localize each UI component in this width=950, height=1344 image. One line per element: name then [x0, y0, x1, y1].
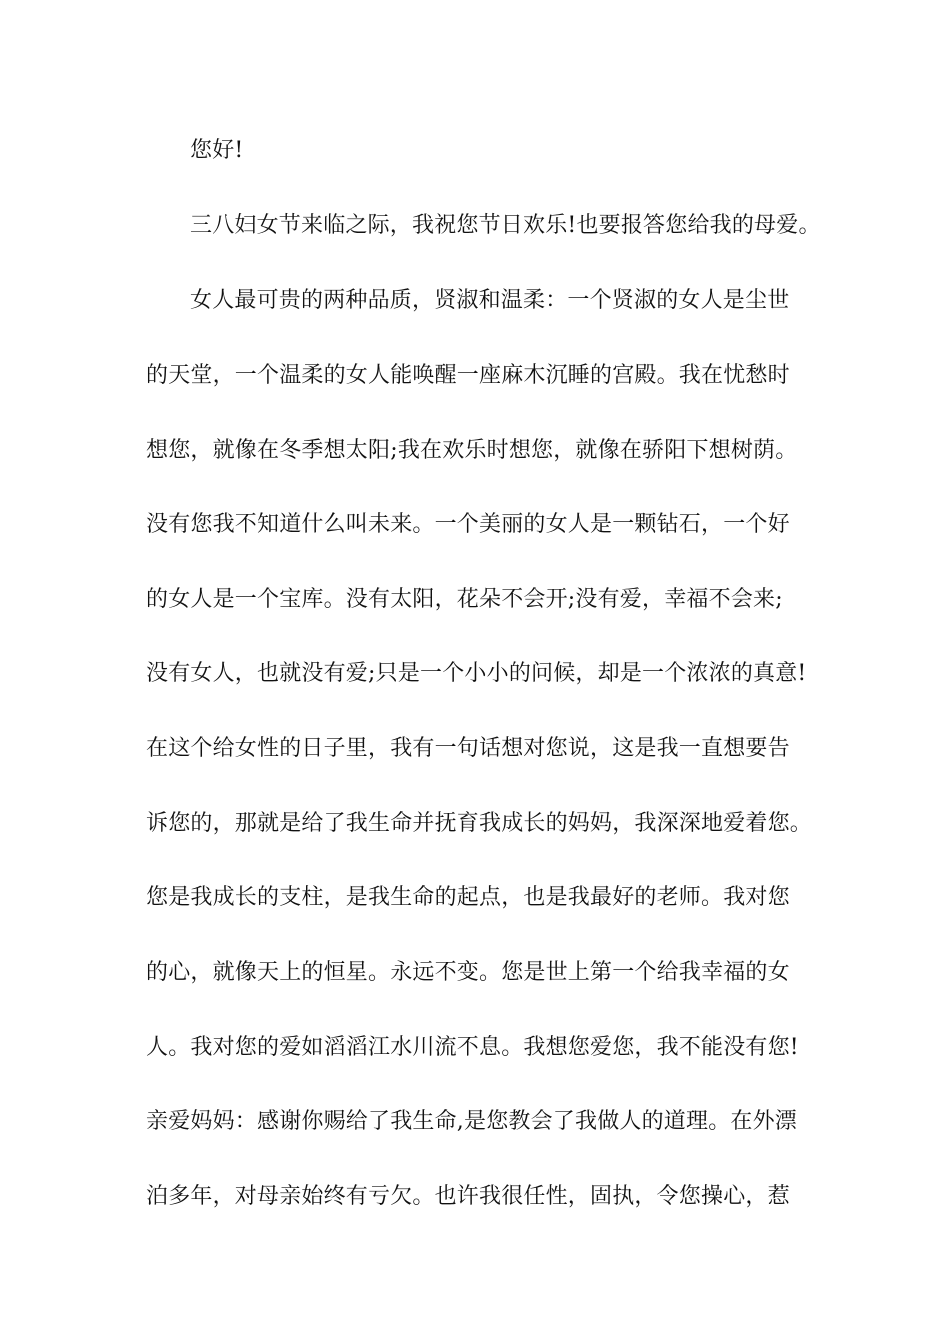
paragraph-line-10: 您是我成长的支柱，是我生命的起点，也是我最好的老师。我对您 [146, 885, 790, 910]
paragraph-line-11: 的心，就像天上的恒星。永远不变。您是世上第一个给我幸福的女 [146, 960, 790, 985]
paragraph-line-1: 三八妇女节来临之际，我祝您节日欢乐!也要报答您给我的母爱。 [190, 213, 821, 238]
paragraph-line-14: 泊多年，对母亲始终有亏欠。也许我很任性，固执，令您操心，惹 [146, 1184, 790, 1209]
paragraph-line-2: 女人最可贵的两种品质，贤淑和温柔：一个贤淑的女人是尘世 [190, 288, 790, 313]
paragraph-line-12: 人。我对您的爱如滔滔江水川流不息。我想您爱您，我不能没有您! [146, 1035, 799, 1060]
paragraph-line-5: 没有您我不知道什么叫未来。一个美丽的女人是一颗钻石，一个好 [146, 512, 790, 537]
paragraph-line-3: 的天堂，一个温柔的女人能唤醒一座麻木沉睡的宫殿。我在忧愁时 [146, 363, 790, 388]
paragraph-line-9: 诉您的，那就是给了我生命并抚育我成长的妈妈，我深深地爱着您。 [146, 811, 813, 836]
paragraph-line-7: 没有女人，也就没有爱;只是一个小小的问候，却是一个浓浓的真意! [146, 661, 807, 686]
greeting-line: 您好! [190, 138, 244, 163]
paragraph-line-13: 亲爱妈妈：感谢你赐给了我生命,是您教会了我做人的道理。在外漂 [146, 1109, 797, 1134]
paragraph-line-4: 想您，就像在冬季想太阳;我在欢乐时想您，就像在骄阳下想树荫。 [146, 438, 798, 463]
paragraph-line-6: 的女人是一个宝库。没有太阳，花朵不会开;没有爱，幸福不会来; [146, 587, 783, 612]
paragraph-line-8: 在这个给女性的日子里，我有一句话想对您说，这是我一直想要告 [146, 736, 790, 761]
